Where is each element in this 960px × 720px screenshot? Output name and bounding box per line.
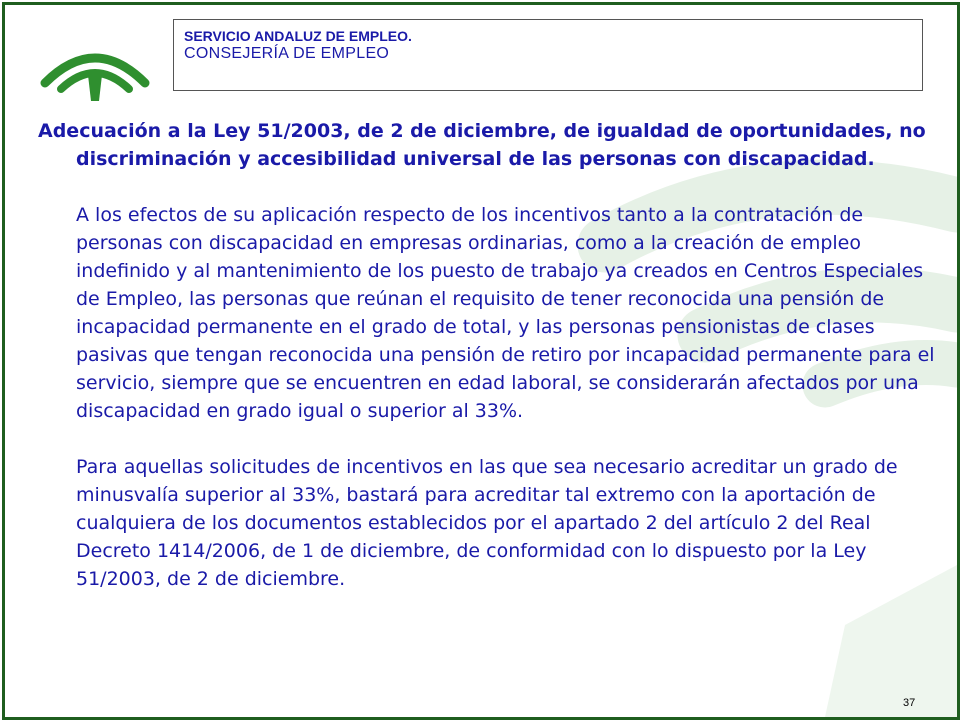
document-title: Adecuación a la Ley 51/2003, de 2 de diciembre, de igualdad de oportunidades, no discriminación y accesibilidad universal de las personas con discapacidad. [38,120,926,170]
header-box [173,19,923,91]
organization-name: SERVICIO ANDALUZ DE EMPLEO. [184,28,412,44]
page-number: 37 [903,697,916,709]
junta-andalucia-logo [35,39,155,101]
department-name: CONSEJERÍA DE EMPLEO [184,45,390,62]
slide-frame [2,2,960,720]
paragraph-2: Para aquellas solicitudes de incentivos en las que sea necesario acreditar un grado de minusvalía superior al 33%, bastará para acreditar tal extremo con la aportación de cualquiera de los documentos establecidos por el apartado 2 del artículo 2 del Real Decreto 1414/2006, de 1 de diciembre, de conformidad con lo dispuesto por la Ley 51/2003, de 2 de diciembre. [76,456,898,590]
main-content [38,117,938,593]
paragraph-1: A los efectos de su aplicación respecto de los incentivos tanto a la contratación de personas con discapacidad en empresas ordinarias, como a la creación de empleo indefinido y al mantenimiento de los puesto de trabajo ya creados en Centros Especiales de Empleo, las personas que reúnan el requisito de tener reconocida una pensión de incapacidad permanente en el grado de total, y las personas pensionistas de clases pasivas que tengan reconocida una pensión de retiro por incapacidad permanente para el servicio, siempre que se encuentren en edad laboral, se considerarán afectados por una discapacidad en grado igual o superior al 33%. [76,204,935,422]
